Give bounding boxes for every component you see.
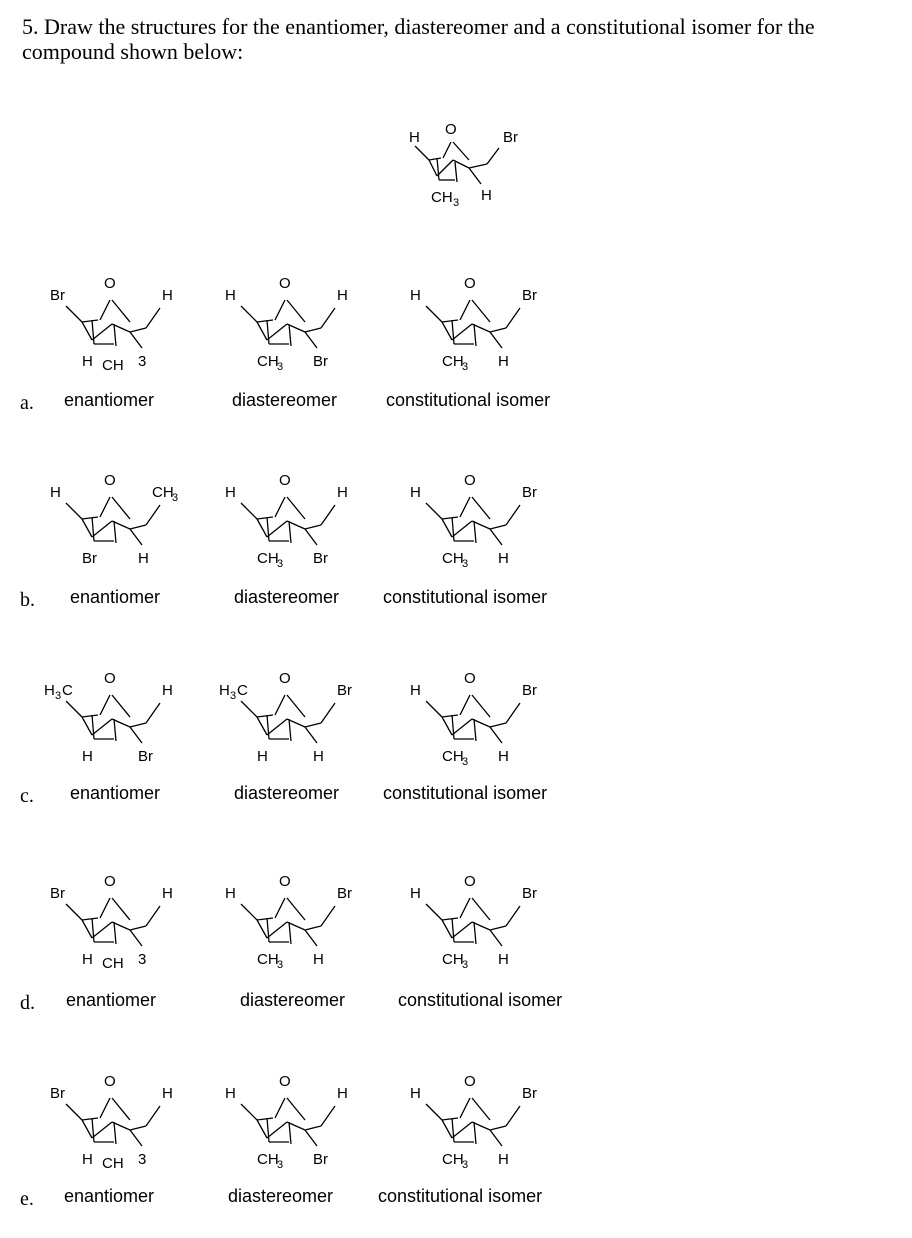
atom-label: O <box>279 275 291 292</box>
atom-label: C <box>237 682 248 699</box>
atom-label: CH <box>102 955 124 972</box>
structure-diastereomer <box>215 868 385 978</box>
atom-label: O <box>464 275 476 292</box>
atom-label: H <box>162 682 173 699</box>
atom-label: H <box>498 353 509 370</box>
atom-label: CH <box>257 951 279 968</box>
atom-label: 3 <box>138 1151 147 1168</box>
atom-label: O <box>279 670 291 687</box>
atom-label: O <box>104 472 116 489</box>
row-letter: a. <box>20 392 34 414</box>
structure-enantiomer <box>40 665 210 775</box>
constitutional-label: constitutional isomer <box>398 990 563 1010</box>
atom-label: O <box>464 670 476 687</box>
atom-label: H <box>225 287 236 304</box>
atom-label: Br <box>313 353 328 370</box>
enantiomer-label: enantiomer <box>70 783 161 803</box>
atom-label: CH <box>257 353 279 370</box>
atom-label: CH <box>431 189 453 206</box>
enantiomer-label: enantiomer <box>66 990 157 1010</box>
atom-label: Br <box>522 484 537 501</box>
atom-label: O <box>104 670 116 687</box>
atom-label: CH <box>442 353 464 370</box>
atom-label: H <box>138 550 149 567</box>
atom-label: CH <box>442 951 464 968</box>
atom-label: H <box>410 1085 421 1102</box>
atom-label: H <box>225 885 236 902</box>
atom-label: H <box>257 748 268 765</box>
enantiomer-label: enantiomer <box>64 1186 155 1206</box>
diastereomer-label: diastereomer <box>228 1186 334 1206</box>
atom-label: 3 <box>277 558 284 570</box>
atom-label: H <box>410 885 421 902</box>
row-letter: b. <box>20 589 35 611</box>
atom-label: 3 <box>138 951 147 968</box>
structure-enantiomer <box>40 270 210 380</box>
atom-label: H <box>313 951 324 968</box>
structure-diastereomer <box>215 270 385 380</box>
atom-label: H <box>82 748 93 765</box>
atom-label: CH <box>442 748 464 765</box>
atom-label: Br <box>50 885 65 902</box>
diastereomer-label: diastereomer <box>234 587 340 607</box>
given-structure <box>395 118 535 218</box>
atom-label: H <box>498 748 509 765</box>
structure-enantiomer <box>40 1068 210 1178</box>
atom-label: Br <box>138 748 153 765</box>
atom-label: 3 <box>462 756 469 768</box>
atom-label: H <box>337 1085 348 1102</box>
atom-label: O <box>464 472 476 489</box>
atom-label: 3 <box>462 361 469 373</box>
atom-label: CH <box>257 1151 279 1168</box>
atom-label: H <box>337 484 348 501</box>
atom-label: O <box>104 275 116 292</box>
atom-label: O <box>104 1073 116 1090</box>
atom-label: H <box>409 129 420 146</box>
structure-constitutional-isomer <box>400 467 570 577</box>
atom-label: O <box>464 1073 476 1090</box>
atom-label: O <box>279 1073 291 1090</box>
constitutional-label: constitutional isomer <box>383 587 548 607</box>
structure-constitutional-isomer <box>400 1068 570 1178</box>
atom-label: CH <box>257 550 279 567</box>
atom-label: Br <box>50 287 65 304</box>
atom-label: 3 <box>138 353 147 370</box>
atom-label: H <box>50 484 61 501</box>
atom-label: H <box>162 1085 173 1102</box>
atom-label: Br <box>337 885 352 902</box>
atom-label: H <box>337 287 348 304</box>
atom-label: 3 <box>55 690 62 702</box>
atom-label: H <box>82 1151 93 1168</box>
atom-label: Br <box>50 1085 65 1102</box>
atom-label: Br <box>313 550 328 567</box>
atom-label: H <box>481 187 492 204</box>
constitutional-label: constitutional isomer <box>378 1186 543 1206</box>
atom-label: Br <box>503 129 518 146</box>
atom-label: C <box>62 682 73 699</box>
atom-label: 3 <box>230 690 237 702</box>
atom-label: Br <box>522 287 537 304</box>
diastereomer-label: diastereomer <box>234 783 340 803</box>
atom-label: Br <box>337 682 352 699</box>
atom-label: H <box>219 682 230 699</box>
atom-label: H <box>82 353 93 370</box>
enantiomer-label: enantiomer <box>64 390 155 410</box>
atom-label: H <box>498 1151 509 1168</box>
structure-enantiomer <box>40 467 210 577</box>
atom-label: H <box>313 748 324 765</box>
atom-label: O <box>104 873 116 890</box>
diastereomer-label: diastereomer <box>232 390 338 410</box>
atom-label: Br <box>313 1151 328 1168</box>
question-text: 5. Draw the structures for the enantiomer, diastereomer and a constitutional isomer for the compound shown below: <box>22 14 815 64</box>
atom-label: H <box>498 550 509 567</box>
atom-label: Br <box>522 682 537 699</box>
structure-constitutional-isomer <box>400 270 570 380</box>
diastereomer-label: diastereomer <box>240 990 346 1010</box>
structure-enantiomer <box>40 868 210 978</box>
structure-constitutional-isomer <box>400 665 570 775</box>
structure-diastereomer <box>215 467 385 577</box>
atom-label: CH <box>102 1155 124 1172</box>
atom-label: 3 <box>462 959 469 971</box>
atom-label: Br <box>522 885 537 902</box>
atom-label: CH <box>152 484 174 501</box>
atom-label: H <box>410 682 421 699</box>
atom-label: H <box>498 951 509 968</box>
atom-label: 3 <box>462 1159 469 1171</box>
row-letter: c. <box>20 785 34 807</box>
atom-label: Br <box>522 1085 537 1102</box>
atom-label: CH <box>102 357 124 374</box>
atom-label: 3 <box>453 197 460 209</box>
atom-label: H <box>410 287 421 304</box>
structure-diastereomer <box>215 665 385 775</box>
atom-label: H <box>162 885 173 902</box>
atom-label: 3 <box>277 361 284 373</box>
atom-label: CH <box>442 550 464 567</box>
atom-label: O <box>445 121 457 138</box>
row-letter: d. <box>20 992 35 1014</box>
atom-label: CH <box>442 1151 464 1168</box>
atom-label: H <box>225 484 236 501</box>
atom-label: O <box>279 472 291 489</box>
structure-constitutional-isomer <box>400 868 570 978</box>
atom-label: H <box>82 951 93 968</box>
constitutional-label: constitutional isomer <box>386 390 551 410</box>
atom-label: H <box>225 1085 236 1102</box>
atom-label: 3 <box>277 1159 284 1171</box>
atom-label: Br <box>82 550 97 567</box>
atom-label: 3 <box>277 959 284 971</box>
atom-label: H <box>410 484 421 501</box>
atom-label: O <box>279 873 291 890</box>
constitutional-label: constitutional isomer <box>383 783 548 803</box>
row-letter: e. <box>20 1188 34 1210</box>
atom-label: O <box>464 873 476 890</box>
structure-diastereomer <box>215 1068 385 1178</box>
atom-label: 3 <box>462 558 469 570</box>
enantiomer-label: enantiomer <box>70 587 161 607</box>
atom-label: 3 <box>172 492 179 504</box>
atom-label: H <box>162 287 173 304</box>
atom-label: H <box>44 682 55 699</box>
